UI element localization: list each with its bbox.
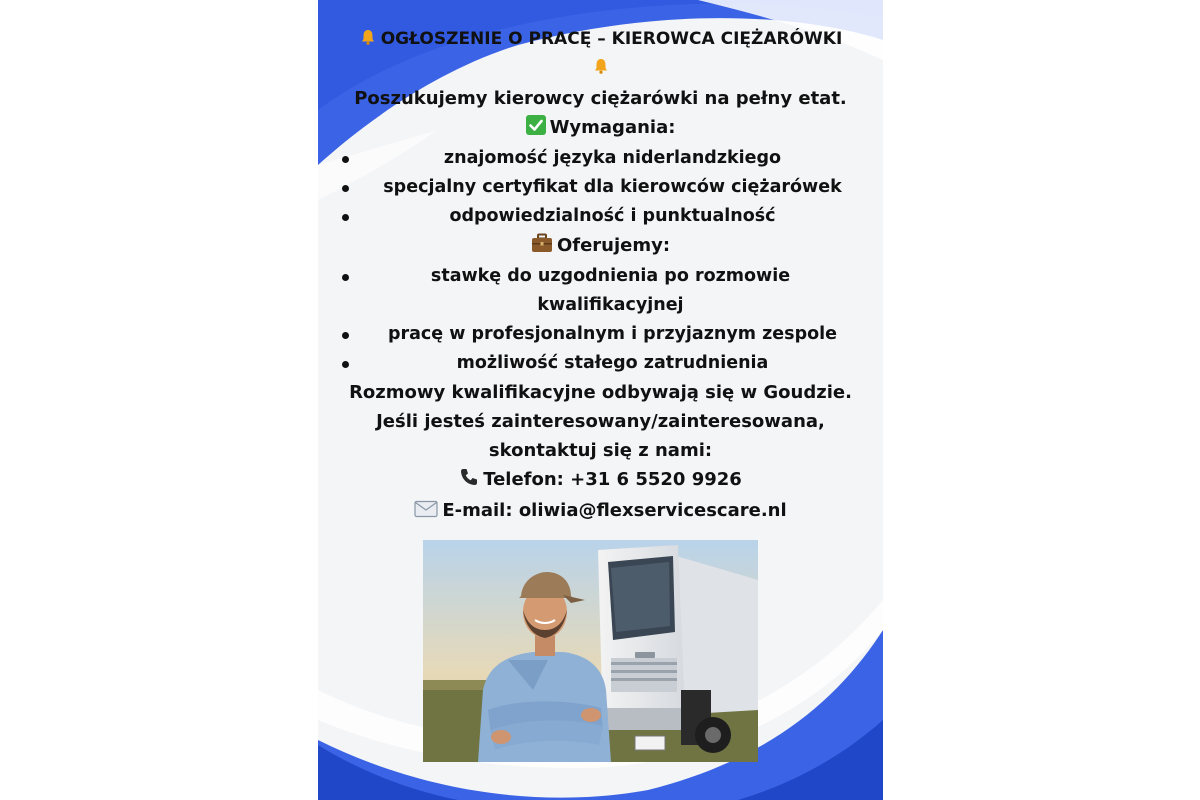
list-item-text: specjalny certyfikat dla kierowców ciężarówek xyxy=(383,177,842,197)
interviews-text: Rozmowy kwalifikacyjne odbywają się w Goudzie. xyxy=(349,382,852,403)
bullet-dot xyxy=(342,156,349,163)
offer-heading xyxy=(318,231,883,262)
phone-line xyxy=(318,465,883,496)
list-item xyxy=(318,144,883,173)
bullet-dot xyxy=(342,332,349,339)
bullet-dot xyxy=(342,274,349,281)
envelope-icon xyxy=(414,498,438,527)
email-text[interactable]: E-mail: oliwia@flexservicescare.nl xyxy=(442,500,787,521)
list-item xyxy=(318,262,883,320)
offer-list xyxy=(318,262,883,378)
requirements-heading xyxy=(318,113,883,144)
bell-icon xyxy=(359,28,377,55)
list-item xyxy=(318,349,883,378)
phone-icon xyxy=(459,467,479,496)
contact-prompt-line-1: Jeśli jesteś zainteresowany/zainteresowana, xyxy=(376,411,825,432)
list-item-text: stawkę do uzgodnienia po rozmowie kwalifikacyjnej xyxy=(430,266,791,315)
list-item xyxy=(318,173,883,202)
poster-content xyxy=(318,26,883,527)
intro-text: Poszukujemy kierowcy ciężarówki na pełny etat. xyxy=(354,88,847,109)
list-item-text: możliwość stałego zatrudnienia xyxy=(456,353,769,373)
bullet-dot xyxy=(342,361,349,368)
requirements-list xyxy=(318,144,883,231)
email-line xyxy=(318,496,883,527)
title-text: OGŁOSZENIE O PRACĘ – KIEROWCA CIĘŻARÓWKI xyxy=(380,29,843,49)
requirements-heading-text: Wymagania: xyxy=(549,117,676,138)
list-item-text: pracę w profesjonalnym i przyjaznym zespole xyxy=(387,324,838,344)
driver-with-truck-photo xyxy=(423,540,758,762)
contact-prompt-line-2: skontaktuj się z nami: xyxy=(488,440,713,461)
list-item-text: znajomość języka niderlandzkiego xyxy=(443,148,782,168)
list-item-text: odpowiedzialność i punktualność xyxy=(449,206,776,226)
briefcase-icon xyxy=(531,233,553,262)
check-mark-icon xyxy=(526,115,546,144)
offer-heading-text: Oferujemy: xyxy=(556,235,671,256)
bullet-dot xyxy=(342,185,349,192)
bell-icon xyxy=(592,57,610,84)
bullet-dot xyxy=(342,214,349,221)
job-poster xyxy=(318,0,883,800)
poster-title xyxy=(358,26,843,84)
list-item xyxy=(318,202,883,231)
list-item xyxy=(318,320,883,349)
phone-text[interactable]: Telefon: +31 6 5520 9926 xyxy=(483,469,742,490)
